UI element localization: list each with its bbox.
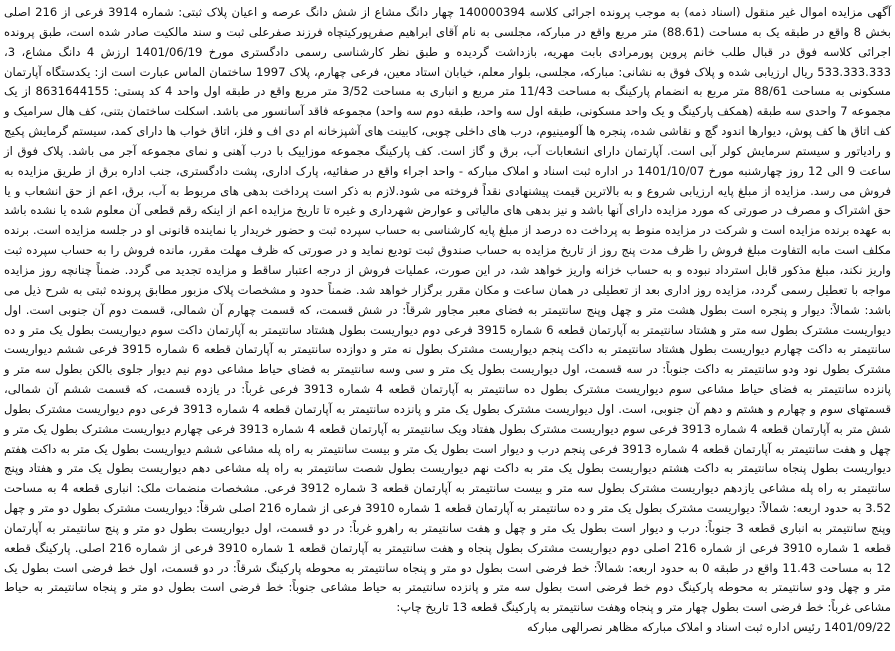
notice-footer-signature: 1401/09/22 رئیس اداره ثبت اسناد و املاک مبارکه مظاهر نصرالهی مبارکه	[527, 620, 891, 635]
notice-body-text: آگهی مزایده اموال غیر منقول (اسناد ذمه) به موجب پرونده اجرائی کلاسه 140000394 چهار دانگ مشاع از شش دانگ عرصه و اعیان پلاک ثبتی: شماره 3914 فرعی از 216 اصلی بخش 8 واقع در طبقه یک به مساحت (88.61) متر مربع واقع در مبارکه، مجلسی به نام آقای ابراهیم صفرپورکیتچاه فرزند صفرعلی ثبت و سند مالکیت صادر شده است، طبق پرونده اجرائی کلاسه فوق در قبال طلب خانم پروین پورمرادی بابت مهریه، بازداشت گردیده و طبق نظر کارشناسی رسمی دادگستری مورخ 1401/06/19 ارزش 4 دانگ مشاع، 3، 533.333.333 ریال ارزیابی شده و پلاک فوق به نشانی: مبارکه، مجلسی، بلوار معلم، خیابان استاد معین، فرعی چهارم، پلاک 1997 ساختمان الماس عبارت است از: یکدستگاه آپارتمان مسکونی به مساحت 88/61 متر مربع به انضمام پارکینگ به مساحت 11/43 متر مربع و انباری به مساحت 3/52 متر مربع واقع در طبقه اول واحد 4 کد پستی: 8631644155 از یک مجموعه 7 واحدی سه طبقه (همکف پارکینگ و یک واحد مسکونی، طبقه اول سه واحد، طبقه دوم سه واحد) مجموعه فاقد آسانسور می باشد. اسکلت ساختمان بتنی، کف هال سرامیک و کف اتاق ها کف پوش، دیوارها اندود گچ و نقاشی شده، پنجره ها آلومینیوم، درب های داخلی چوبی، کابینت های آشپزخانه ام دی اف و فلز، اتاق خواب ها دارای کمد، سیستم گرمایش پکیج و رادیاتور و سیستم سرمایش کولر آبی است. آپارتمان دارای انشعابات آب، برق و گاز است. کف پارکینگ مجموعه موزاییک با درب آهنی و نمای مجموعه آجر می باشد. پلاک فوق از ساعت 9 الی 12 روز چهارشنبه مورخ 1401/10/07 در اداره ثبت اسناد و املاک مبارکه - واحد اجراء واقع در صفائیه، پارک اداری، پشت دادگستری، جنب اداره برق از طریق مزایده به فروش می رسد. مزایده از مبلغ پایه ارزیابی شروع و به بالاترین قیمت پیشنهادی نقداً فروخته می شود.لازم به ذکر است پرداخت بدهی های مربوط به آب، برق، اعم از حق انشعاب و یا حق اشتراک و مصرف در صورتی که مورد مزایده دارای آنها باشد و نیز بدهی های مالیاتی و عوارض شهرداری و غیره تا تاریخ مزایده اعم از اینکه رقم قطعی آن معلوم شده یا نشده باشد به عهده برنده مزایده است و شرکت در مزایده منوط به پرداخت ده درصد از مبلغ پایه کارشناسی به حساب سپرده ثبت و حضور خریدار یا نماینده قانونی او در جلسه مزایده است. برنده مکلف است مابه التفاوت مبلغ فروش را ظرف مدت پنج روز از تاریخ مزایده به حساب صندوق ثبت تودیع نماید و در صورتی که ظرف مهلت مقرر، مانده فروش را به حساب سپرده ثبت واریز نکند، مبلغ مذکور قابل استرداد نبوده و به حساب خزانه واریز خواهد شد، در این صورت، عملیات فروش از درجه اعتبار ساقط و مزایده تجدید می گردد. ضمناً چنانچه روز مزایده مواجه با تعطیل رسمی گردد، مزایده روز اداری بعد از تعطیلی در همان ساعت و مکان مقرر برگزار خواهد شد. ضمناً حدود و مشخصات پلاک مزبور مطابق پرونده ثبتی به شرح ذیل می باشد: شمالاً: دیوار و پنجره است بطول هشت متر و چهل وپنج سانتیمتر به فضای معبر مجاور شرقاً: در شش قسمت، که قسمت چهارم آن شمالی، قسمت دوم آن جنوبی است. اول دیواریست مشترک بطول سه متر و هشتاد سانتیمتر به آپارتمان قطعه 6 شماره 3915 فرعی دوم دیواریست بطول هشتاد سانتیمتر به آپارتمان داکت سوم دیواریست بطول یک متر و ده سانتیمتر به داکت چهارم دیواریست بطول هشتاد سانتیمتر به داکت پنجم دیواریست مشترک بطول نه متر و دوازده سانتیمتر به آپارتمان قطعه 6 شماره 3915 فرعی ششم دیواریست مشترک بطول نود ودو سانتیمتر به داکت جنوباً: در سه قسمت، اول دیواریست بطول یک متر و سی وسه سانتیمتر به فضای حیاط مشاعی دوم نیم دیوار جلوی بالکن بطول سه متر و پانزده سانتیمتر به فضای حیاط مشاعی سوم دیواریست مشترک بطول ده سانتیمتر به آپارتمان قطعه 4 شماره 3913 فرعی غرباً: در یازده قسمت، که قسمت ششم آن شمالی، قسمتهای سوم و چهارم و هشتم و دهم آن جنوبی، است. اول دیواریست مشترک بطول یک متر و پانزده سانتیمتر به آپارتمان قطعه 4 شماره 3913 فرعی دوم دیواریست مشترک بطول شش متر به آپارتمان قطعه 4 شماره 3913 فرعی سوم دیواریست مشترک بطول هفتاد ویک سانتیمتر به آپارتمان قطعه 4 شماره 3913 فرعی چهارم دیواریست مشترک بطول یک متر و چهل و هفت سانتیمتر به آپارتمان قطعه 4 شماره 3913 فرعی پنجم درب و دیوار است بطول یک متر و بیست سانتیمتر به راه پله مشاعی ششم دیواریست بطول یک متر به داکت هفتم دیواریست بطول پنجاه سانتیمتر به داکت هشتم دیواریست بطول یک متر به داکت نهم دیواریست بطول شصت سانتیمتر به راه پله مشاعی دهم دیواریست بطول یک متر و هفتاد وپنج سانتیمتر به راه پله مشاعی یازدهم دیواریست مشترک بطول سه متر و بیست سانتیمتر به آپارتمان قطعه 3 شماره 3912 فرعی. مشخصات منضمات ملک: انباری قطعه 4 به مساحت 3.52 به حدود اربعه: شمالاً: دیواریست مشترک بطول یک متر و ده سانتیمتر به آپارتمان قطعه 1 شماره 3910 فرعی از شماره 216 اصلی شرقاً: دیواریست مشترک بطول دو متر و چهل وپنج سانتیمتر به انباری قطعه 3 جنوباً: درب و دیوار است بطول یک متر و چهل و هفت سانتیمتر به راهرو غرباً: در دو قسمت، اول دیواریست بطول دو متر و پنج سانتیمتر به آپارتمان قطعه 1 شماره 3910 فرعی از شماره 216 اصلی دوم دیواریست مشترک بطول پنجاه و هفت سانتیمتر به آپارتمان قطعه 1 شماره 3910 فرعی از شماره 216 اصلی. پارکینگ قطعه 12 به مساحت 11.43 واقع در طبقه 0 به حدود اربعه: شمالاً: خط فرضی است بطول دو متر و پنجاه سانتیمتر به محوطه پارکینگ شرقاً: در دو قسمت، اول خط فرضی است بطول یک متر و چهل ودو سانتیمتر به محوطه پارکینگ دوم خط فرضی است بطول سه متر و پانزده سانتیمتر به حیاط مشاعی جنوباً: خط فرضی است بطول دو متر و پنجاه سانتیمتر به حیاط مشاعی غرباً: خط فرضی است بطول چهار متر و پنجاه وهفت سانتیمتر به پارکینگ قطعه 13 تاریخ چاپ:	[4, 5, 892, 615]
